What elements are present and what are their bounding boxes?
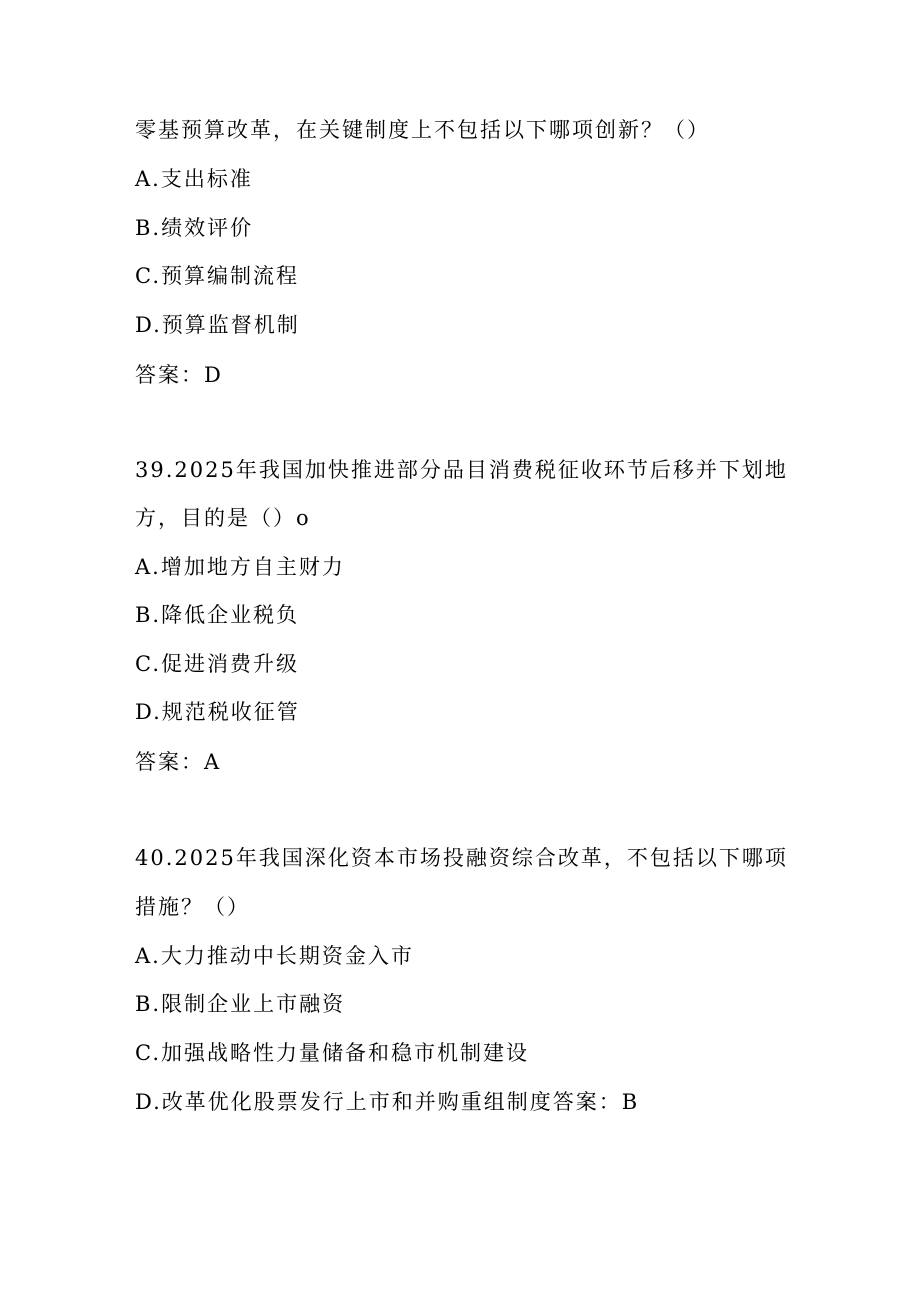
option-d: D.预算监督机制 [135, 313, 300, 337]
option-b: B.降低企业税负 [135, 603, 300, 627]
question-stem: 零基预算改革，在关键制度上不包括以下哪项创新？（） [135, 118, 710, 142]
option-d-with-answer: D.改革优化股票发行上市和并购重组制度答案：B [135, 1090, 640, 1114]
question-stem-continued: 措施？（） [135, 895, 250, 919]
answer: 答案：D [135, 363, 223, 387]
option-a: A.支出标准 [135, 167, 253, 191]
question-stem-continued: 方，目的是（）o [135, 506, 311, 530]
option-b: B.限制企业上市融资 [135, 992, 346, 1016]
option-c: C.加强战略性力量储备和稳市机制建设 [135, 1041, 529, 1065]
question-stem: 39.2025年我国加快推进部分品目消费税征收环节后移并下划地 [135, 458, 788, 482]
answer: 答案：A [135, 750, 222, 774]
option-a: A.大力推动中长期资金入市 [135, 944, 414, 968]
question-stem: 40.2025年我国深化资本市场投融资综合改革，不包括以下哪项 [135, 846, 788, 870]
option-c: C.预算编制流程 [135, 264, 299, 288]
option-b: B.绩效评价 [135, 216, 254, 240]
option-a: A.增加地方自主财力 [135, 555, 345, 579]
option-d: D.规范税收征管 [135, 700, 300, 724]
option-c: C.促进消费升级 [135, 652, 299, 676]
